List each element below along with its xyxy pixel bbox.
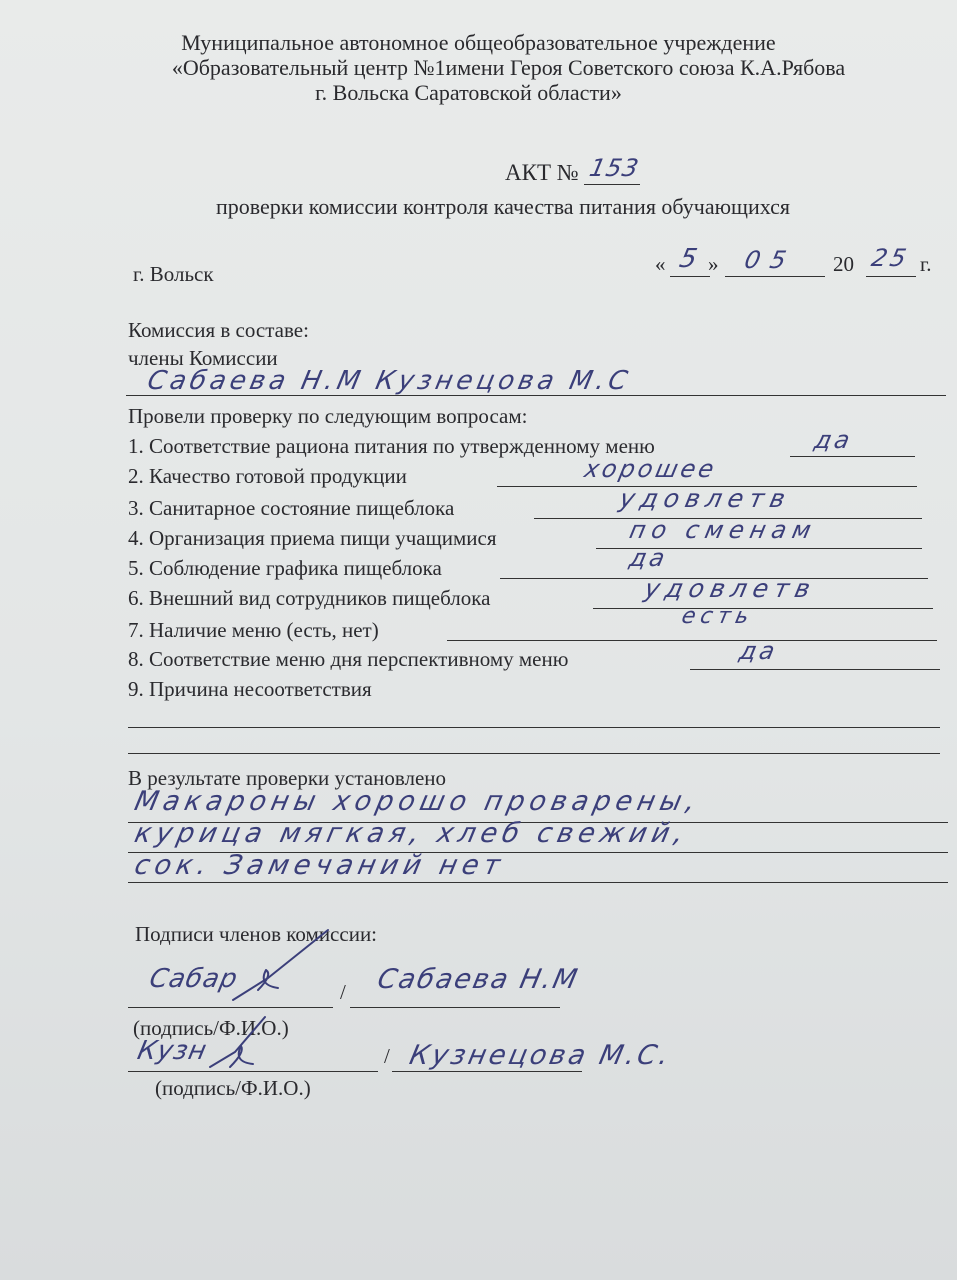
check-answer-2: хорошее	[582, 455, 720, 483]
check-answer-line-1	[790, 456, 915, 457]
result-line-2: курица мягкая, хлеб свежий,	[131, 818, 692, 849]
signature-1-image: Сабар	[146, 964, 241, 994]
signature-2-separator: /	[384, 1044, 390, 1068]
signature-1-flourish	[228, 930, 338, 1010]
check-answer-1: да	[812, 426, 856, 454]
date-month: 05	[742, 246, 799, 274]
date-year-suffix: 25	[869, 244, 912, 272]
result-underline-3	[128, 882, 948, 883]
commission-members-label: члены Комиссии	[128, 346, 278, 370]
check-question-8: 8. Соответствие меню дня перспективному меню	[128, 647, 569, 671]
check-question-6: 6. Внешний вид сотрудников пищеблока	[128, 586, 491, 610]
check-answer-3: удовлетв	[616, 484, 794, 513]
signature-1-caption: (подпись/Ф.И.О.)	[133, 1016, 289, 1040]
date-year-prefix: 20	[833, 252, 854, 276]
commission-label: Комиссия в составе:	[128, 318, 309, 342]
header-line-3: г. Вольска Саратовской области»	[315, 80, 622, 105]
place: г. Вольск	[133, 262, 214, 286]
signature-1-name-line	[350, 1007, 560, 1008]
check-question-7: 7. Наличие меню (есть, нет)	[128, 618, 379, 642]
check-answer-4: по сменам	[627, 516, 820, 544]
check-question-1: 1. Соответствие рациона питания по утвержденному меню	[128, 434, 655, 458]
date-day-underline	[670, 276, 710, 277]
check-answer-line-8	[690, 669, 940, 670]
date-year-underline	[866, 276, 916, 277]
date-month-underline	[725, 276, 825, 277]
result-line-3: сок. Замечаний нет	[131, 850, 508, 881]
check-question-4: 4. Организация приема пищи учащимися	[128, 526, 497, 550]
signature-1-line	[128, 1007, 333, 1008]
reason-line-2	[128, 753, 940, 754]
signature-2-line	[128, 1071, 378, 1072]
check-answer-6: удовлетв	[641, 574, 819, 603]
check-answer-line-6	[593, 608, 933, 609]
check-answer-5: да	[627, 544, 671, 572]
signature-2-name-line	[392, 1071, 582, 1072]
signature-2-name: Кузнецова М.С.	[406, 1040, 675, 1071]
check-answer-7: есть	[679, 604, 757, 629]
date-open-quote: «	[655, 252, 666, 276]
result-line-1: Макароны хорошо проварены,	[131, 786, 704, 817]
check-question-2: 2. Качество готовой продукции	[128, 464, 407, 488]
check-answer-line-7	[447, 640, 937, 641]
date-year-end: г.	[920, 252, 932, 276]
checks-intro: Провели проверку по следующим вопросам:	[128, 404, 528, 428]
result-label: В результате проверки установлено	[128, 766, 447, 790]
check-question-9: 9. Причина несоответствия	[128, 677, 372, 701]
members-underline	[126, 395, 946, 396]
signature-2-caption: (подпись/Ф.И.О.)	[155, 1076, 311, 1100]
date-day: 5	[676, 244, 703, 274]
signatures-label: Подписи членов комиссии:	[135, 922, 378, 946]
commission-members-handwritten: Сабаева Н.М Кузнецова М.С	[144, 366, 634, 396]
check-question-5: 5. Соблюдение графика пищеблока	[128, 556, 442, 580]
check-answer-8: да	[737, 637, 781, 665]
check-question-3: 3. Санитарное состояние пищеблока	[128, 496, 455, 520]
act-number: 153	[587, 154, 642, 182]
act-subtitle: проверки комиссии контроля качества питания обучающихся	[216, 194, 791, 219]
header-line-1: Муниципальное автономное общеобразовательное учреждение	[181, 30, 776, 55]
signature-2-image: Кузн	[134, 1036, 210, 1066]
reason-line-1	[128, 727, 940, 728]
signature-1-separator: /	[340, 980, 346, 1004]
header-line-2: «Образовательный центр №1имени Героя Советского союза К.А.Рябова	[171, 55, 846, 80]
signature-1-name: Сабаева Н.М	[374, 964, 582, 995]
date-close-quote: »	[708, 252, 719, 276]
act-title-prefix: АКТ №	[505, 160, 579, 185]
act-number-underline	[584, 184, 640, 185]
